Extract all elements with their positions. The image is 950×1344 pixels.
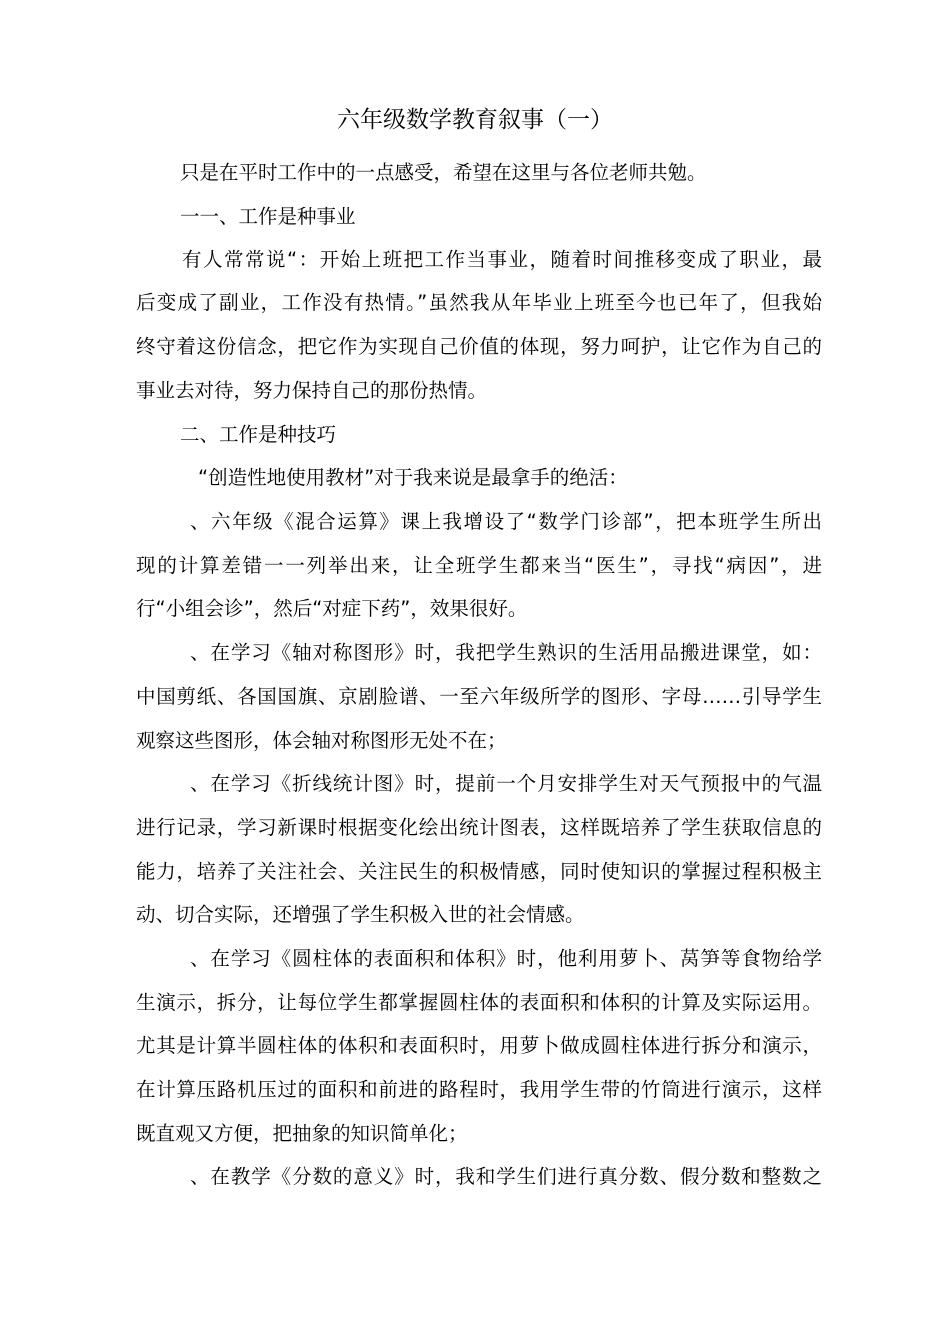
paragraph-line: 在计算压路机压过的面积和前进的路程时，我用学生带的竹筒进行演示，这样 <box>136 1078 822 1101</box>
paragraph-line: 事业去对待，努力保持自己的那份热情。 <box>136 379 488 402</box>
paragraph-line: 、在学习《圆柱体的表面积和体积》时，他利用萝卜、莴笋等食物给学 <box>190 947 822 970</box>
paragraph-line: 终守着这份信念，把它作为实现自己价值的体现，努力呵护，让它作为自己的 <box>136 335 822 358</box>
paragraph-line: “创造性地使用教材”对于我来说是最拿手的绝活： <box>198 466 628 489</box>
paragraph-line: 、六年级《混合运算》课上我增设了“数学门诊部”，把本班学生所出 <box>190 510 822 533</box>
paragraph-line: 、在学习《折线统计图》时，提前一个月安排学生对天气预报中的气温 <box>190 772 822 795</box>
section-heading: 二、工作是种技巧 <box>180 423 337 446</box>
section-heading: 一一、工作是种事业 <box>180 205 356 228</box>
paragraph-line: 行“小组会诊”，然后“对症下药”，效果很好。 <box>136 597 528 620</box>
paragraph-line: 尤其是计算半圆柱体的体积和表面积时，用萝卜做成圆柱体进行拆分和演示， <box>136 1034 822 1057</box>
paragraph-line: 只是在平时工作中的一点感受，希望在这里与各位老师共勉。 <box>180 161 707 184</box>
paragraph-line: 生演示，拆分，让每位学生都掌握圆柱体的表面积和体积的计算及实际运用。 <box>136 991 822 1014</box>
document-title: 六年级数学教育叙事（一） <box>337 107 613 133</box>
paragraph-line: 既直观又方便，把抽象的知识简单化； <box>136 1122 468 1145</box>
paragraph-line: 后变成了副业，工作没有热情。”虽然我从年毕业上班至今也已年了，但我始 <box>136 291 822 314</box>
paragraph-line: 、在教学《分数的意义》时，我和学生们进行真分数、假分数和整数之 <box>190 1165 822 1188</box>
paragraph-line: 、在学习《轴对称图形》时，我把学生熟识的生活用品搬进课堂，如： <box>190 641 822 664</box>
paragraph-line: 有人常常说“：开始上班把工作当事业，随着时间推移变成了职业，最 <box>182 248 822 271</box>
paragraph-line: 能力，培养了关注社会、关注民生的积极情感，同时使知识的掌握过程积极主 <box>136 860 822 883</box>
paragraph-line: 观察这些图形，体会轴对称图形无处不在； <box>136 729 507 752</box>
paragraph-line: 中国剪纸、各国国旗、京剧脸谱、一至六年级所学的图形、字母……引导学生 <box>136 685 822 708</box>
paragraph-line: 动、切合实际，还增强了学生积极入世的社会情感。 <box>136 903 585 926</box>
paragraph-line: 现的计算差错一一列举出来，让全班学生都来当“医生”，寻找“病因”，进 <box>136 554 822 577</box>
paragraph-line: 进行记录，学习新课时根据变化绘出统计图表，这样既培养了学生获取信息的 <box>136 816 822 839</box>
